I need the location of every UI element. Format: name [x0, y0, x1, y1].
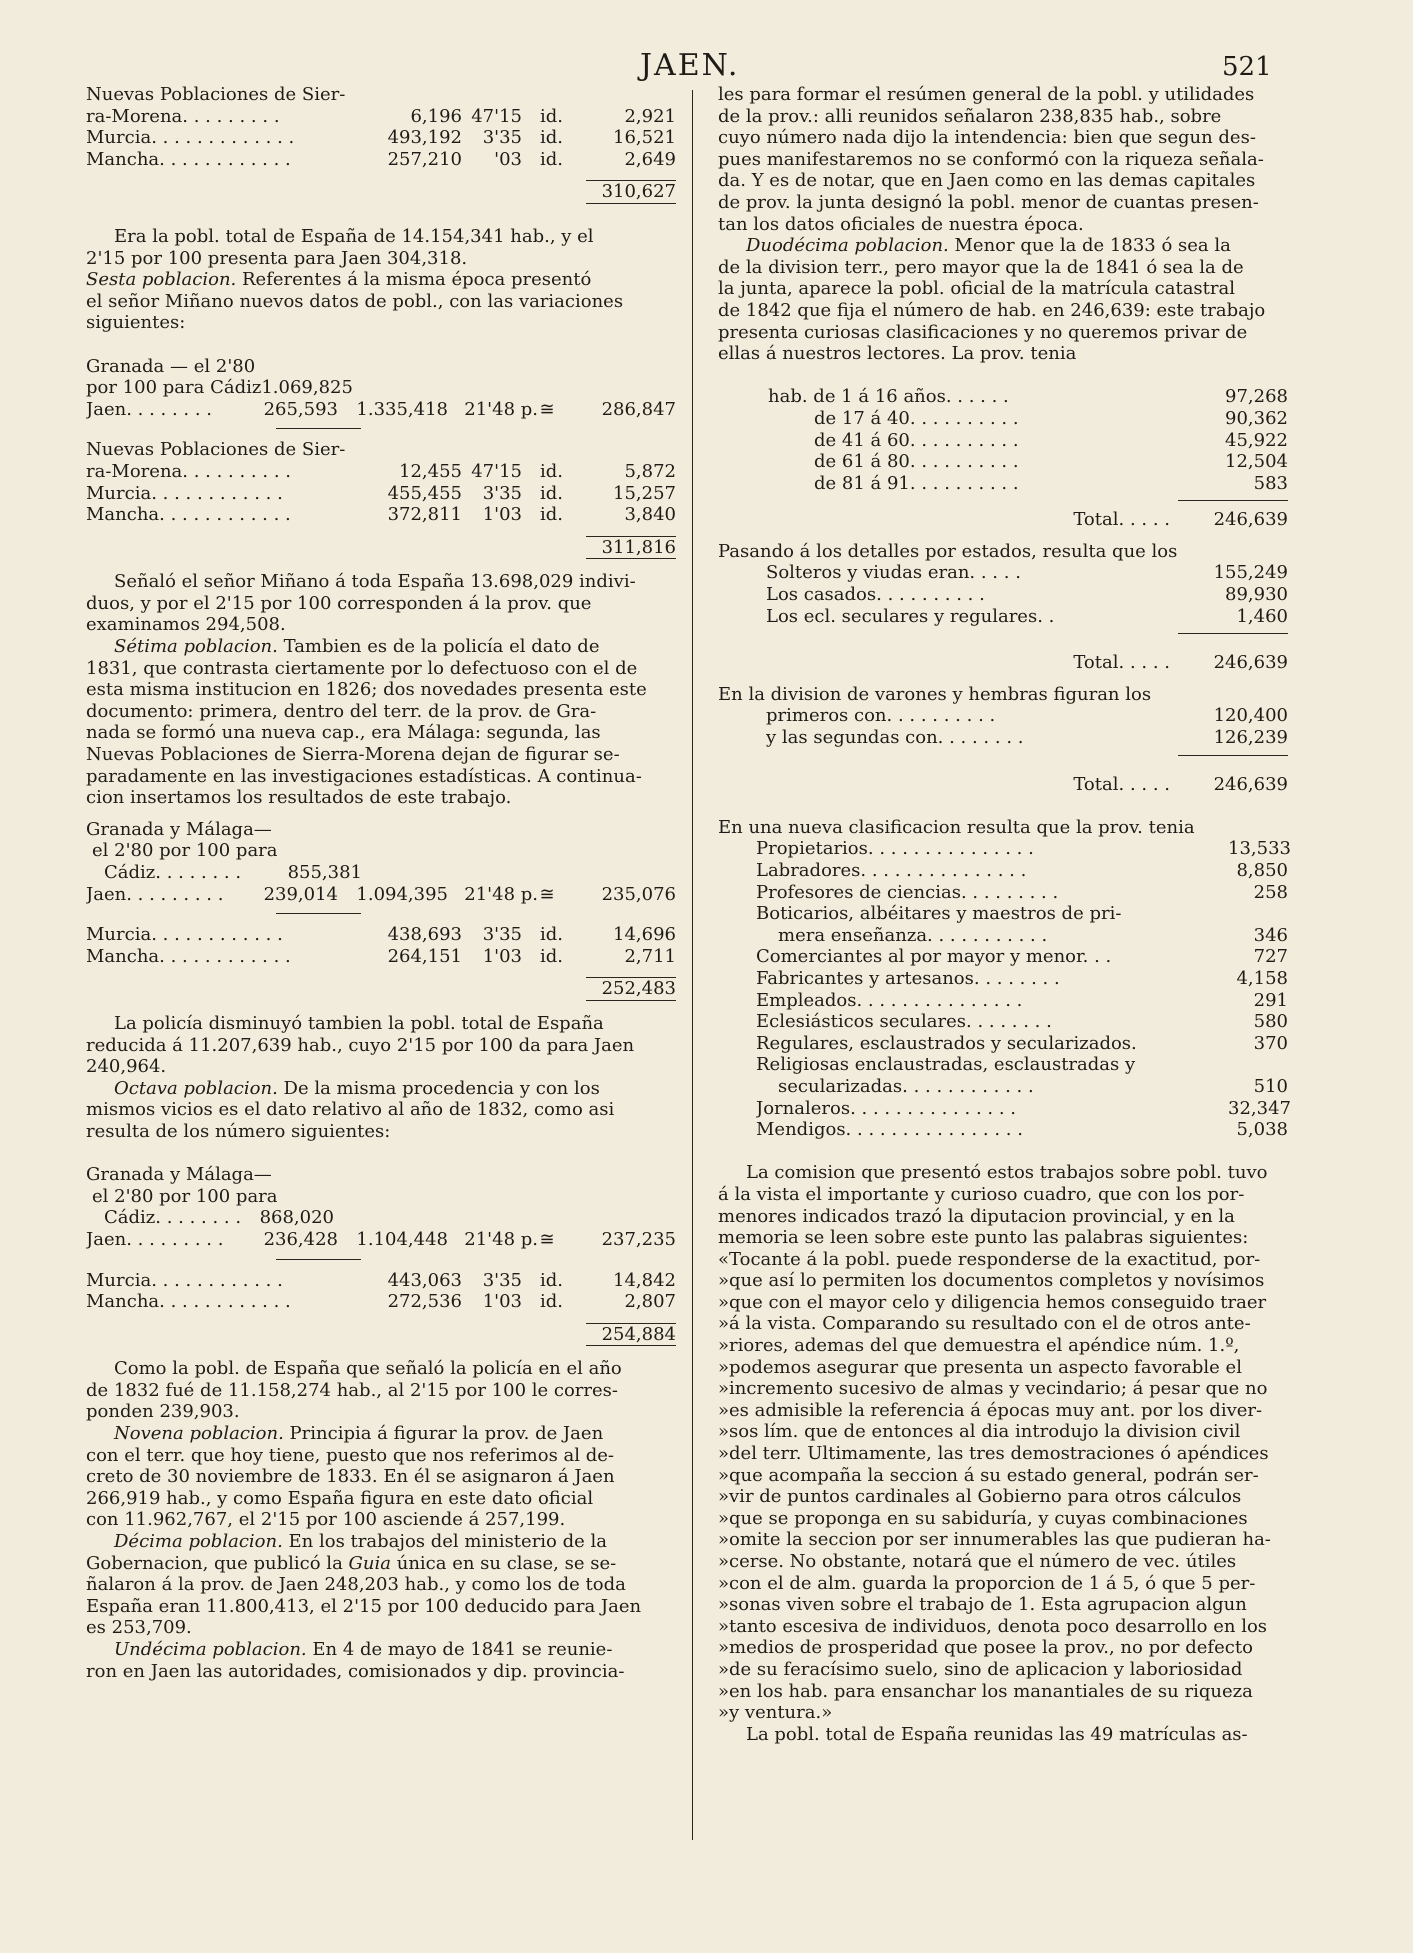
age-table [718, 386, 1288, 531]
paragraph-line: »con el de alm. guarda la proporcion de 1 á 5, ó que 5 per- [718, 1572, 1256, 1594]
row-label: Solteros y viudas eran. . . . . [766, 562, 1021, 584]
row-label: Regulares, esclaustrados y secularizados. [756, 1032, 1137, 1054]
paragraph-line: el señor Miñano nuevos datos de pobl., con las variaciones [86, 290, 624, 312]
row-label: Murcia. . . . . . . . . . . . . [86, 127, 295, 149]
row-label: Labradores. . . . . . . . . . . . . . . [756, 860, 1027, 881]
paragraph-line: tan los datos oficiales de nuestra época. [718, 213, 1084, 235]
total-row [766, 774, 1288, 796]
cell: 3'35 [482, 1269, 522, 1291]
row-label: Murcia. . . . . . . . . . . . [86, 924, 283, 946]
table-sum: 310,627 [586, 180, 676, 203]
table-row [86, 127, 676, 149]
table-sum: 254,884 [586, 1323, 676, 1346]
cell: 32,347 [1228, 1097, 1291, 1119]
section-heading: Undécima poblacion. [114, 1639, 307, 1660]
paragraph-line: »que se proponga en su sabiduría, y cuyas combinaciones [718, 1507, 1248, 1529]
paragraph-line: »que acompaña la seccion á su estado general, podrán ser- [718, 1464, 1259, 1486]
cell: 455,455 [387, 482, 462, 504]
row-label: Empleados. . . . . . . . . . . . . . . [756, 989, 1023, 1011]
row-label: Comerciantes al por mayor y menor. . . [756, 946, 1112, 968]
cell: id. [540, 127, 564, 149]
clases-table [718, 838, 1291, 1141]
paragraph-text: De la misma procedencia y con los [277, 1077, 600, 1099]
table-row [756, 882, 1288, 904]
paragraph-line: La pobl. total de España reunidas las 49 matrículas as- [746, 1723, 1248, 1745]
cell: 45,922 [1225, 429, 1288, 451]
table-row [756, 1054, 1288, 1076]
paragraph-line: con 11.962,767, el 2'15 por 100 asciende á 257,199. [86, 1509, 566, 1531]
cell: 21'48 p. [464, 398, 538, 420]
paragraph-line: es 253,709. [86, 1617, 192, 1639]
cell: 16,521 [613, 127, 676, 149]
paragraph-line: Señaló el señor Miñano á toda España 13.698,029 indivi- [114, 571, 636, 593]
paragraph-text: Principia á figurar la prov. de Jaen [283, 1423, 604, 1445]
table-1 [86, 84, 676, 216]
total-value: 246,639 [1213, 773, 1288, 795]
paragraph-line: »medios de prosperidad que posee la prov., no por defecto [718, 1637, 1253, 1659]
row-label: Fabricantes y artesanos. . . . . . . . [756, 967, 1060, 989]
paragraph-line: La policía disminuyó tambien la pobl. total de España [114, 1012, 604, 1034]
cell: id. [540, 148, 564, 170]
paragraph-line: »podemos asegurar que presenta un aspecto favorable el [718, 1356, 1242, 1378]
table-row [86, 106, 676, 128]
cell [1228, 1054, 1288, 1076]
total-row [766, 652, 1288, 674]
guia-title: Guia [348, 1552, 391, 1574]
table-row [766, 562, 1288, 584]
cell: id. [540, 1291, 564, 1313]
table-row [86, 1291, 676, 1313]
cell: 2,807 [624, 1291, 676, 1313]
paragraph-text: En 4 de mayo de 1841 se reunie- [306, 1639, 613, 1660]
paragraph-line: «Tocante á la pobl. puede responderse de la exactitud, por- [718, 1248, 1261, 1270]
cell: 239,014 [263, 883, 338, 905]
cell: id. [540, 105, 564, 127]
cell: 3,840 [624, 504, 676, 526]
paragraph-line: »cerse. No obstante, notará que el número de vec. útiles [718, 1551, 1237, 1572]
cell: 1,460 [1236, 605, 1288, 627]
table-row [756, 990, 1288, 1012]
cell: 126,239 [1213, 727, 1288, 749]
row-label: Mancha. . . . . . . . . . . . [86, 1291, 291, 1313]
total-label: Total. . . . . [1073, 509, 1170, 531]
cell: 3'35 [482, 924, 522, 946]
paragraph-line: Pasando á los detalles por estados, resulta que los [718, 540, 1178, 562]
paragraph-text: Gobernacion, que publicó la [86, 1552, 349, 1574]
table-row [766, 606, 1288, 628]
cell: 3'35 [482, 482, 522, 504]
cell: 346 [1253, 924, 1288, 946]
rule [586, 203, 676, 216]
paragraph-line: »es admisible la referencia á épocas muy ant. por los diver- [718, 1399, 1263, 1421]
table-row: Jaen. . . . . . . . . 239,014 1.094,395 21'48 p. ≅ 235,076 [86, 883, 676, 905]
total-value: 246,639 [1213, 509, 1288, 531]
cell: 372,811 [387, 504, 462, 526]
cell: 155,249 [1213, 562, 1288, 584]
section-heading: Sesta poblacion. [86, 269, 237, 291]
table-row [756, 1033, 1288, 1055]
total-label: Total. . . . . [1073, 773, 1170, 795]
paragraph-line: creto de 30 noviembre de 1833. En él se asignaron á Jaen [86, 1466, 615, 1488]
table-row [86, 483, 676, 505]
row-label: Los ecl. seculares y regulares. . [766, 605, 1055, 627]
table-row [768, 408, 1288, 430]
cell: 236,428 [263, 1228, 338, 1250]
paragraph-line: »incremento sucesivo de almas y vecindario; á pesar que no [718, 1378, 1268, 1400]
row-label: ra-Morena. . . . . . . . . [86, 105, 280, 127]
table-4 [86, 1164, 676, 1358]
table-row [86, 1207, 676, 1229]
row-label: mera enseñanza. . . . . . . . . . . [778, 924, 1048, 946]
table-3 [86, 819, 676, 1013]
table-sum: 311,816 [586, 536, 676, 559]
cell: 727 [1253, 946, 1288, 968]
paragraph-line: En una nueva clasificacion resulta que la prov. tenia [718, 816, 1195, 838]
section-heading: Novena poblacion. [114, 1423, 284, 1445]
cell: 2,921 [624, 105, 676, 127]
table-row [86, 149, 676, 171]
cell: id. [540, 504, 564, 526]
paragraph-line: 266,919 hab., y como España figura en este dato oficial [86, 1487, 594, 1509]
rule [1178, 500, 1288, 509]
paragraph-line: »que con el mayor celo y diligencia hemos conseguido traer [718, 1291, 1267, 1313]
paragraph-line: de la prov.: alli reunidos señalaron 238,835 hab., sobre [718, 105, 1222, 127]
sexos-table [718, 705, 1288, 795]
cell: 14,842 [613, 1269, 676, 1291]
paragraph-line: Como la pobl. de España que señaló la policía en el año [114, 1358, 622, 1380]
paragraph-line: »y ventura.» [718, 1702, 833, 1724]
table-row-label: Nuevas Poblaciones de Sier- [86, 84, 346, 105]
paragraph-line: »vir de puntos cardinales al Gobierno para otros cálculos [718, 1486, 1242, 1508]
paragraph-line: Era la pobl. total de España de 14.154,341 hab., y el [114, 225, 594, 247]
paragraph-line: duos, y por el 2'15 por 100 corresponden á la prov. que [86, 592, 592, 614]
paragraph-line: la junta, aparece la pobl. oficial de la matrícula catastral [718, 278, 1235, 300]
cell: 493,192 [387, 127, 462, 149]
table-row [756, 946, 1288, 968]
cell: 8,850 [1236, 860, 1288, 881]
row-label: ra-Morena. . . . . . . . . . [86, 460, 291, 482]
row-label: Jaen. . . . . . . . [86, 398, 213, 420]
table-row [86, 377, 676, 399]
paragraph-line: La comision que presentó estos trabajos sobre pobl. tuvo [746, 1162, 1268, 1184]
section-heading: Sétima poblacion. [114, 636, 278, 658]
row-label: Cádiz. . . . . . . . [104, 1207, 242, 1229]
column-divider [692, 90, 693, 1840]
cell: 235,076 [601, 883, 676, 905]
table-row [756, 1076, 1288, 1098]
cell: 120,400 [1213, 705, 1288, 727]
row-label: Eclesiásticos seculares. . . . . . . . [756, 1011, 1052, 1033]
cell: id. [540, 482, 564, 504]
table-row [756, 925, 1288, 947]
cell: 47'15 [471, 105, 522, 127]
row-label: y las segundas con. . . . . . . . [766, 727, 1024, 749]
cell: 286,847 [601, 398, 676, 420]
table-row [766, 727, 1288, 749]
table-row [86, 924, 676, 946]
paragraph-line: Nuevas Poblaciones de Sierra-Morena dejan de figurar se- [86, 744, 620, 766]
table-row-label: Granada y Málaga— [86, 818, 272, 840]
paragraph-line: esta misma institucion en 1826; dos novedades presenta este [86, 679, 647, 701]
cell: 14,696 [613, 924, 676, 946]
paragraph-line: da. Y es de notar, que en Jaen como en las demas capitales [718, 170, 1256, 192]
cell: 5,872 [624, 460, 676, 482]
row-label: primeros con. . . . . . . . . . [766, 705, 996, 727]
paragraph-text: Menor que la de 1833 ó sea la [948, 235, 1231, 257]
total-row [768, 509, 1288, 531]
cell: 510 [1253, 1075, 1288, 1097]
paragraph-line: de 1842 que fija el número de hab. en 246,639: este trabajo [718, 299, 1266, 321]
paragraph-line: pues manifestaremos no se conformó con la riqueza señala- [718, 148, 1264, 170]
cell: 1'03 [482, 504, 522, 526]
cell: 370 [1253, 1032, 1288, 1054]
cell: id. [540, 945, 564, 967]
cell: 15,257 [613, 482, 676, 504]
table-row [756, 1011, 1288, 1033]
row-label: por 100 para Cádiz [86, 377, 262, 399]
row-label: Cádiz. . . . . . . . [104, 862, 242, 883]
paragraph-line: á la vista el importante y curioso cuadro, que con los por- [718, 1183, 1245, 1205]
table-row [766, 705, 1288, 727]
cell: 1'03 [482, 945, 522, 967]
paragraph-line: paradamente en las investigaciones estadísticas. A continua- [86, 765, 642, 787]
row-label: Mancha. . . . . . . . . . . . [86, 148, 291, 170]
cell: 13,533 [1228, 838, 1291, 860]
cell: 89,930 [1225, 584, 1288, 606]
paragraph-line: reducida á 11.207,639 hab., cuyo 2'15 por 100 da para Jaen [86, 1034, 635, 1056]
row-label: Jornaleros. . . . . . . . . . . . . . . [756, 1097, 1016, 1119]
cell: id. [540, 924, 564, 946]
table-row-label: Nuevas Poblaciones de Sier- [86, 439, 346, 461]
cell: 868,020 [259, 1207, 334, 1229]
table-row-label: Granada y Málaga— [86, 1164, 272, 1186]
cell: 1.104,448 [356, 1228, 448, 1250]
cell: 237,235 [601, 1228, 676, 1250]
rule [586, 1345, 676, 1358]
paragraph-line: »sos lím. que de entonces al dia introdujo la division civil [718, 1421, 1241, 1443]
paragraph-line: memoria se leen sobre este punto las palabras siguientes: [718, 1227, 1249, 1249]
paragraph-line: presenta curiosas clasificaciones y no queremos privar de [718, 321, 1248, 343]
cell: 264,151 [387, 945, 462, 967]
cell: 2,711 [624, 945, 676, 967]
cell: 291 [1253, 989, 1288, 1011]
row-label: Mancha. . . . . . . . . . . . [86, 504, 291, 526]
cell: 90,362 [1225, 407, 1288, 429]
paragraph-line: cuyo número nada dijo la intendencia: bien que segun des- [718, 127, 1256, 149]
paragraph-line: examinamos 294,508. [86, 614, 286, 636]
table-row: Jaen. . . . . . . . 265,593 1.335,418 21'48 p. ≅ 286,847 [86, 398, 676, 420]
paragraph-line: de 1832 fué de 11.158,274 hab., al 2'15 por 100 le corres- [86, 1379, 618, 1401]
paragraph-line: ron en Jaen las autoridades, comisionados y dip. provincia- [86, 1660, 625, 1682]
table-row [756, 860, 1288, 882]
left-column [86, 84, 676, 1682]
row-label: Murcia. . . . . . . . . . . . [86, 482, 283, 504]
paragraph-text: única en su clase, se se- [391, 1552, 617, 1574]
row-label: Boticarios, albéitares y maestros de pri- [756, 903, 1122, 925]
cell: 257,210 [387, 148, 462, 170]
paragraph-text: Tambien es de la policía el dato de [277, 636, 600, 658]
paragraph-line: nada se formó una nueva cap., era Málaga: segunda, las [86, 722, 601, 744]
table-row [756, 1119, 1288, 1141]
paragraph-line: »omite la seccion por ser innumerables las que pudieran ha- [718, 1529, 1271, 1551]
total-label: Total. . . . . [1073, 652, 1170, 674]
paragraph-line: »á la vista. Comparando su resultado con el de otros ante- [718, 1313, 1251, 1335]
row-label: de 61 á 80. . . . . . . . . . [814, 451, 1019, 473]
paragraph-line: ponden 239,903. [86, 1401, 240, 1423]
table-row [768, 430, 1288, 452]
paragraph-line: ñalaron á la prov. de Jaen 248,203 hab., y como los de toda [86, 1574, 626, 1596]
table-row [768, 473, 1288, 495]
cell: id. [540, 460, 564, 482]
paragraph-text: En los trabajos del ministerio de la [282, 1531, 607, 1553]
cell: 272,536 [387, 1291, 462, 1313]
paragraph-line: 2'15 por 100 presenta para Jaen 304,318. [86, 247, 468, 269]
table-sum: 252,483 [586, 977, 676, 1000]
table-row [766, 584, 1288, 606]
cell: '03 [494, 148, 522, 170]
cell: 5,038 [1236, 1119, 1288, 1141]
row-label: Mendigos. . . . . . . . . . . . . . . . [756, 1119, 1023, 1141]
page-title: JAEN. [640, 48, 740, 83]
cell: 265,593 [263, 398, 338, 420]
table-row [768, 386, 1288, 408]
cell: 438,693 [387, 924, 462, 946]
cell: 47'15 [471, 460, 522, 482]
cell: 583 [1253, 472, 1288, 494]
row-label: de 81 á 91. . . . . . . . . . [814, 472, 1019, 494]
row-label: Profesores de ciencias. . . . . . . . . [756, 881, 1059, 903]
row-label: de 41 á 60. . . . . . . . . . [814, 429, 1019, 451]
row-label: de 17 á 40. . . . . . . . . . [814, 407, 1019, 429]
table-row [756, 968, 1288, 990]
cell: 12,504 [1225, 451, 1288, 473]
cell: 258 [1253, 881, 1288, 903]
row-label: Murcia. . . . . . . . . . . . [86, 1269, 283, 1291]
paragraph-line: »sonas viven sobre el trabajo de 1. Esta agrupacion algun [718, 1594, 1247, 1616]
rule [1178, 633, 1288, 642]
table-2 [86, 356, 676, 572]
cell: 12,455 [399, 460, 462, 482]
paragraph-text: Referentes á la misma época presentó [236, 269, 592, 291]
cell: 6,196 [410, 105, 462, 127]
paragraph-line: siguientes: [86, 312, 186, 334]
paragraph-line: »del terr. Ultimamente, las tres demostraciones ó apéndices [718, 1443, 1269, 1465]
rule [1178, 755, 1288, 764]
paragraph-line: 240,964. [86, 1056, 167, 1078]
paragraph-line: con el terr. que hoy tiene, puesto que nos referimos al de- [86, 1444, 615, 1466]
table-row-label: Granada — el 2'80 [86, 355, 256, 377]
cell: 580 [1253, 1011, 1288, 1033]
table-row: Jaen. . . . . . . . . 236,428 1.104,448 21'48 p. ≅ 237,235 [86, 1228, 676, 1250]
section-heading: Décima poblacion. [114, 1531, 283, 1553]
cell: 1.094,395 [356, 883, 448, 905]
cell: 21'48 p. [464, 883, 538, 905]
cell: 97,268 [1225, 386, 1288, 408]
table-row [86, 946, 676, 968]
cell: 1'03 [482, 1291, 522, 1313]
cell: 1.335,418 [356, 398, 448, 420]
section-heading: Duodécima poblacion. [746, 235, 949, 257]
paragraph-line: »tanto escesiva de individuos, denota poco desarrollo en los [718, 1615, 1268, 1637]
paragraph-line: »riores, ademas del que demuestra el apéndice núm. 1.º, [718, 1335, 1240, 1357]
paragraph-line: »que así lo permiten los documentos completos y novísimos [718, 1270, 1265, 1292]
paragraph-line: cion insertamos los resultados de este trabajo. [86, 787, 512, 809]
cell: 4,158 [1236, 967, 1288, 989]
right-column [718, 84, 1291, 1745]
table-row [756, 903, 1288, 925]
cell: 2,649 [624, 148, 676, 170]
table-row [86, 504, 676, 526]
cell: 21'48 p. [464, 1228, 538, 1250]
table-row [756, 838, 1291, 860]
paragraph-line: de la division terr., pero mayor que la de 1841 ó sea la de [718, 256, 1244, 278]
row-label: Mancha. . . . . . . . . . . . [86, 945, 291, 967]
rule [586, 1000, 676, 1013]
cell: 3'35 [482, 127, 522, 149]
row-label: Jaen. . . . . . . . . [86, 883, 224, 905]
paragraph-line: mismos vicios es el dato relativo al año de 1832, como asi [86, 1099, 615, 1121]
section-heading: Octava poblacion. [114, 1077, 278, 1099]
row-label: hab. de 1 á 16 años. . . . . . [768, 386, 1009, 408]
cell: 855,381 [287, 862, 362, 883]
estados-table [718, 562, 1288, 673]
table-row-label: el 2'80 por 100 para [92, 1185, 278, 1207]
paragraph-line: 1831, que contrasta ciertamente por lo defectuoso con el de [86, 657, 638, 679]
table-row-label: el 2'80 por 100 para [92, 840, 278, 862]
table-row [86, 461, 676, 483]
paragraph-line: »en los hab. para ensanchar los manantiales de su riqueza [718, 1680, 1253, 1702]
page-number: 521 [1222, 52, 1272, 82]
paragraph-line: ellas á nuestros lectores. La prov. tenia [718, 343, 1077, 365]
row-label: Los casados. . . . . . . . . . [766, 584, 985, 606]
cell [1228, 903, 1288, 925]
cell: 443,063 [387, 1269, 462, 1291]
paragraph-line: documento: primera, dentro del terr. de la prov. de Gra- [86, 700, 597, 722]
paragraph-line: En la division de varones y hembras figuran los [718, 683, 1152, 705]
table-row [768, 451, 1288, 473]
paragraph-line: de prov. la junta designó la pobl. menor de cuantas presen- [718, 191, 1259, 213]
row-label: Propietarios. . . . . . . . . . . . . . . [756, 838, 1034, 860]
cell: id. [540, 1269, 564, 1291]
row-label: Jaen. . . . . . . . . [86, 1228, 224, 1250]
paragraph-line: les para formar el resúmen general de la pobl. y utilidades [718, 84, 1255, 105]
paragraph-line: España eran 11.800,413, el 2'15 por 100 deducido para Jaen [86, 1595, 642, 1617]
paragraph-line: menores indicados trazó la diputacion provincial, y en la [718, 1205, 1235, 1227]
table-row [86, 862, 676, 884]
rule [586, 558, 676, 571]
paragraph-line: resulta de los número siguientes: [86, 1120, 391, 1142]
table-row [86, 1270, 676, 1292]
total-value: 246,639 [1213, 652, 1288, 674]
table-row [756, 1097, 1291, 1120]
row-label: secularizadas. . . . . . . . . . . . [778, 1075, 1034, 1097]
paragraph-line: »de su feracísimo suelo, sino de aplicacion y laboriosidad [718, 1658, 1243, 1680]
row-label: Religiosas enclaustradas, esclaustradas y [756, 1054, 1136, 1076]
cell: 1.069,825 [261, 377, 353, 399]
